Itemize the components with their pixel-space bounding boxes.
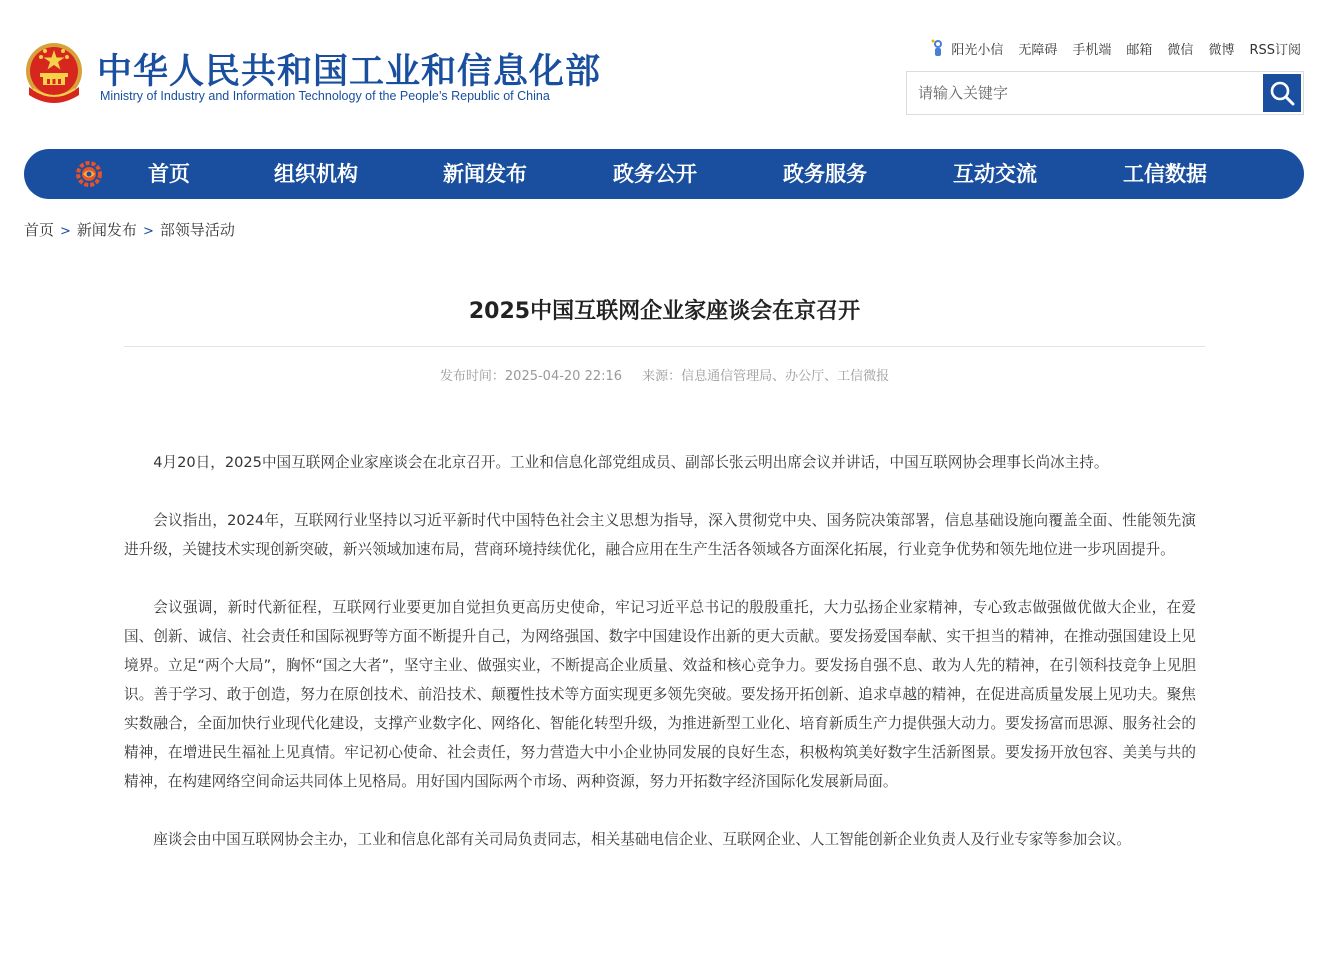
breadcrumb-news[interactable]: 新闻发布 [76, 221, 137, 239]
article-paragraph: 4月20日，2025中国互联网企业家座谈会在北京召开。工业和信息化部党组成员、副部长张云明出席会议并讲话，中国互联网协会理事长尚冰主持。 [153, 454, 1109, 471]
article-title: 2025中国互联网企业家座谈会在京召开 [468, 299, 861, 324]
nav-home[interactable]: 首页 [148, 162, 190, 186]
search-button[interactable] [1263, 74, 1301, 112]
article-paragraph: 会议强调，新时代新征程，互联网行业要更加自觉担负更高历史使命，牢记习近平总书记的殷殷重托，大力弘扬企业家精神，专心致志做强做优做大企业，在爱国、创新、诚信、社会责任和国际视野等方面不断提升自己，为网络强国、数字中国建设作出新的更大贡献。要发扬爱国奉献、实干担当的精神，在推动强国建设上见境界。立足“两个大局”，胸怀“国之大者”，坚守主业、做强实业，不断提高企业质量、效益和核心竞争力。要发扬自强不息、敢为人先的精神，在引领科技竞争上见胆识。善于学习、敢于创造，努力在原创技术、前沿技术、颠覆性技术等方面实现更多领先突破。要发扬开拓创新、追求卓越的精神，在促进高质量发展上见功夫。聚焦实数融合，全面加快行业现代化建设，支撑产业数字化、网络化、智能化转型升级，为推进新型工业化、培育新质生产力提供强大动力。要发扬富而思源、服务社会的精神，在增进民生福祉上见真情。牢记初心使命、社会责任，努力营造大中小企业协同发展的良好生态，积极构筑美好数字生活新图景。要发扬开放包容、美美与共的精神，在构建网络空间命运共同体上见格局。用好国内国际两个市场、两种资源，努力开拓数字经济国际化发展新局面。 [124, 599, 1196, 790]
article-body [124, 448, 1196, 883]
nav-data[interactable]: 工信数据 [1123, 162, 1207, 186]
national-emblem-icon[interactable] [23, 41, 85, 107]
breadcrumb-leader-activities[interactable]: 部领导活动 [159, 221, 235, 239]
article-meta [124, 365, 1205, 384]
search-input[interactable] [907, 72, 1263, 114]
mascot-icon [929, 38, 947, 58]
search-box [906, 71, 1304, 115]
chevron-right-icon: > [60, 224, 71, 239]
top-link-mobile[interactable]: 手机端 [1072, 42, 1112, 58]
article-paragraph: 座谈会由中国互联网协会主办，工业和信息化部有关司局负责同志，相关基础电信企业、互联网企业、人工智能创新企业负责人及行业专家等参加会议。 [153, 831, 1131, 848]
top-link-accessibility[interactable]: 无障碍 [1018, 42, 1058, 58]
top-links [929, 38, 1301, 58]
top-link-label: 阳光小信 [951, 42, 1004, 58]
nav-news[interactable]: 新闻发布 [443, 162, 527, 186]
site-title[interactable]: 中华人民共和国工业和信息化部 [97, 52, 602, 92]
breadcrumb [24, 219, 235, 240]
article-paragraph: 会议指出，2024年，互联网行业坚持以习近平新时代中国特色社会主义思想为指导，深入贯彻党中央、国务院决策部署，信息基础设施向覆盖全面、性能领先演进升级，关键技术实现创新突破，新兴领域加速布局，营商环境持续优化，融合应用在生产生活各领域各方面深化拓展，行业竞争优势和领先地位进一步巩固提升。 [124, 512, 1196, 558]
top-link-weibo[interactable]: 微博 [1208, 42, 1235, 58]
publish-time: 2025-04-20 22:16 [504, 369, 623, 384]
nav-organization[interactable]: 组织机构 [274, 162, 358, 186]
main-nav [24, 149, 1304, 199]
top-link-sunshine[interactable] [929, 38, 1003, 58]
publish-label: 发布时间： [439, 369, 505, 384]
top-link-wechat[interactable]: 微信 [1167, 42, 1194, 58]
source-value: 信息通信管理局、办公厅、工信微报 [681, 369, 890, 384]
top-link-rss[interactable]: RSS订阅 [1249, 42, 1301, 58]
breadcrumb-home[interactable]: 首页 [24, 221, 55, 239]
nav-logo-icon[interactable] [72, 157, 106, 191]
nav-government-affairs[interactable]: 政务公开 [613, 162, 697, 186]
chevron-right-icon: > [142, 224, 154, 239]
source-label: 来源： [642, 369, 682, 384]
title-divider [124, 346, 1205, 347]
top-link-mail[interactable]: 邮箱 [1126, 42, 1153, 58]
nav-government-services[interactable]: 政务服务 [783, 162, 867, 186]
search-icon [1269, 80, 1295, 106]
site-header [0, 0, 1329, 140]
nav-interaction[interactable]: 互动交流 [953, 162, 1037, 186]
site-title-english[interactable]: Ministry of Industry and Information Technology of the People’s Republic of China [100, 89, 550, 103]
